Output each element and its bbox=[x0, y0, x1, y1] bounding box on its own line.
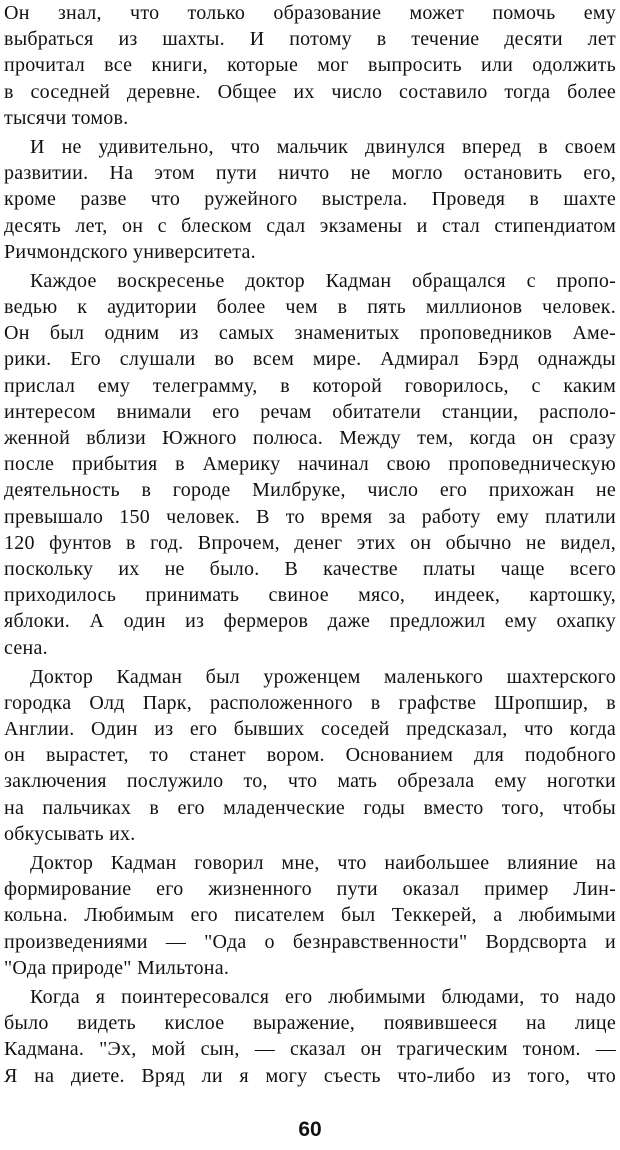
text-line: "Ода природе" Мильтона. bbox=[4, 956, 230, 979]
text-line: яблоки. А один из фермеров даже предложил ему охапку bbox=[4, 610, 616, 633]
text-line: женной вблизи Южного полюса. Между тем, когда он сразу bbox=[4, 427, 616, 449]
text-line: Я на диете. Вряд ли я могу съесть что-либо из того, что bbox=[4, 1064, 616, 1087]
text-line: Англии. Один из его бывших соседей предсказал, что когда bbox=[4, 718, 616, 741]
text-line: выбраться из шахты. И потому в течение десяти лет bbox=[4, 28, 616, 51]
text-line: тысячи томов. bbox=[4, 106, 129, 129]
text-line: Доктор Кадман был уроженцем маленького шахтерского bbox=[30, 665, 616, 688]
paragraph bbox=[4, 664, 616, 847]
text-line: ведью к аудитории более чем в пять миллионов человек. bbox=[4, 296, 616, 319]
text-line: обкусывать их. bbox=[4, 822, 136, 845]
text-line: формирование его жизненного пути оказал пример Лин- bbox=[4, 878, 616, 901]
text-line: интересом внимали его речам обитатели станции, располо- bbox=[4, 400, 616, 423]
body-text bbox=[4, 0, 616, 1089]
text-line: сена. bbox=[4, 636, 48, 659]
text-line: на пальчиках в его младенческие годы вместо того, чтобы bbox=[4, 796, 616, 819]
text-line: Каждое воскресенье доктор Кадман обращался с пропо- bbox=[30, 269, 616, 292]
text-line: Доктор Кадман говорил мне, что наибольшее влияние на bbox=[30, 852, 616, 874]
text-line: И не удивительно, что мальчик двинулся вперед в своем bbox=[30, 135, 616, 158]
text-line: поскольку их не было. В качестве платы чаще всего bbox=[4, 557, 616, 580]
text-line: кольна. Любимым его писателем был Теккерей, а любимыми bbox=[4, 904, 616, 927]
text-line: было видеть кислое выражение, появившееся на лице bbox=[4, 1012, 616, 1035]
paragraph bbox=[4, 268, 616, 661]
text-line: превышало 150 человек. В то время за работу ему платили bbox=[4, 505, 616, 528]
text-line: 120 фунтов в год. Впрочем, денег этих он обычно не видел, bbox=[4, 531, 616, 554]
text-line: Кадмана. "Эх, мой сын, — сказал он трагическим тоном. — bbox=[4, 1038, 616, 1061]
paragraph bbox=[4, 850, 616, 981]
text-line: Он знал, что только образование может помочь ему bbox=[4, 2, 616, 24]
text-line: произведениями — "Ода о безнравственности" Вордсворта и bbox=[4, 930, 616, 953]
page-number: 60 bbox=[298, 1118, 322, 1141]
text-line: после прибытия в Америку начинал свою проповедническую bbox=[4, 453, 616, 476]
text-line: Ричмондского университета. bbox=[4, 240, 256, 263]
text-line: деятельность в городе Милбруке, число его прихожан не bbox=[4, 479, 616, 502]
paragraph bbox=[4, 0, 616, 131]
text-line: прислал ему телеграмму, в которой говорилось, с каким bbox=[4, 374, 616, 397]
text-line: городка Олд Парк, расположенного в графстве Шропшир, в bbox=[4, 691, 616, 714]
text-line: десять лет, он с блеском сдал экзамены и стал стипендиатом bbox=[4, 214, 616, 237]
text-line: Он был одним из самых знаменитых проповедников Аме- bbox=[4, 322, 616, 345]
text-line: прочитал все книги, которые мог выпросить или одолжить bbox=[4, 54, 616, 77]
text-line: он вырастет, то станет вором. Основанием для подобного bbox=[4, 744, 616, 767]
text-line: в соседней деревне. Общее их число составило тогда более bbox=[4, 80, 616, 103]
paragraph bbox=[4, 984, 616, 1089]
paragraph bbox=[4, 134, 616, 265]
text-line: заключения послужило то, что мать обрезала ему ноготки bbox=[4, 770, 616, 793]
text-line: развитии. На этом пути ничто не могло остановить его, bbox=[4, 162, 616, 185]
text-line: приходилось принимать свиное мясо, индеек, картошку, bbox=[4, 584, 616, 607]
text-line: кроме разве что ружейного выстрела. Проведя в шахте bbox=[4, 188, 616, 211]
text-line: рики. Его слушали во всем мире. Адмирал Бэрд однажды bbox=[4, 348, 616, 371]
text-line: Когда я поинтересовался его любимыми блюдами, то надо bbox=[30, 985, 616, 1008]
